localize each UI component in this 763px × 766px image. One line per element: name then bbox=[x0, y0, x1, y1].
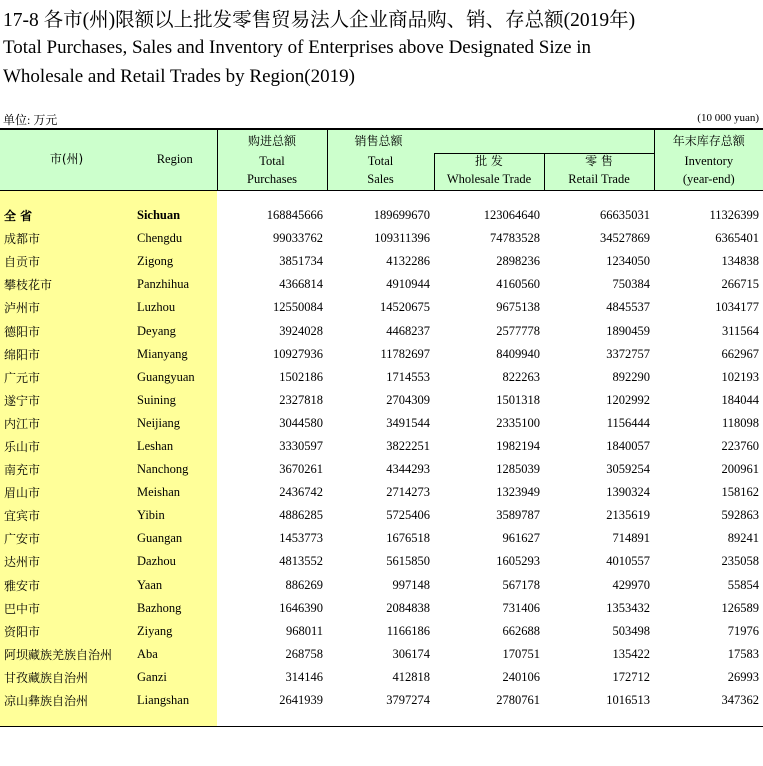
row-region: Neijiang bbox=[133, 412, 217, 435]
row-retail: 1890459 bbox=[606, 323, 651, 338]
header-sales-cn: 销售总额 bbox=[327, 129, 654, 153]
row-retail: 3372757 bbox=[606, 346, 651, 361]
row-purchases: 268758 bbox=[285, 646, 323, 661]
row-inventory: 592863 bbox=[721, 508, 760, 523]
row-region: Dazhou bbox=[133, 550, 217, 573]
table-row bbox=[0, 250, 763, 273]
row-region: Deyang bbox=[133, 319, 217, 342]
table-row bbox=[0, 296, 763, 319]
row-inventory: 184044 bbox=[721, 392, 760, 407]
row-purchases: 10927936 bbox=[273, 346, 323, 361]
row-city: 全 省 bbox=[0, 204, 133, 227]
row-purchases: 1646390 bbox=[279, 600, 323, 615]
row-retail: 1840057 bbox=[606, 438, 651, 453]
row-wholesale: 9675138 bbox=[496, 300, 540, 315]
row-inventory: 11326399 bbox=[709, 208, 760, 223]
row-inventory: 1034177 bbox=[715, 300, 760, 315]
row-purchases: 3924028 bbox=[279, 323, 323, 338]
row-city: 自贡市 bbox=[0, 250, 133, 273]
table-row bbox=[0, 319, 763, 342]
data-table bbox=[0, 128, 763, 727]
row-purchases: 2641939 bbox=[279, 693, 323, 708]
row-sales: 4132286 bbox=[386, 254, 430, 269]
table-row bbox=[0, 689, 763, 712]
table-row-total bbox=[0, 204, 763, 227]
header-purchases-en1: Total bbox=[217, 153, 327, 170]
row-retail: 1353432 bbox=[606, 600, 651, 615]
table-row bbox=[0, 666, 763, 689]
row-inventory: 89241 bbox=[727, 531, 760, 546]
row-city: 凉山彝族自治州 bbox=[0, 689, 133, 712]
spacer-row bbox=[0, 712, 763, 726]
row-city: 甘孜藏族自治州 bbox=[0, 666, 133, 689]
row-wholesale: 961627 bbox=[502, 531, 540, 546]
row-retail: 4845537 bbox=[606, 300, 651, 315]
row-purchases: 3851734 bbox=[279, 254, 323, 269]
row-retail: 1016513 bbox=[606, 693, 651, 708]
spacer-row bbox=[0, 190, 763, 204]
row-wholesale: 2335100 bbox=[496, 415, 540, 430]
row-sales: 3822251 bbox=[386, 438, 430, 453]
row-purchases: 2327818 bbox=[279, 392, 323, 407]
table-row bbox=[0, 343, 763, 366]
row-purchases: 3670261 bbox=[279, 462, 323, 477]
unit-label-cn: 单位: 万元 bbox=[3, 113, 58, 127]
row-retail: 1234050 bbox=[606, 254, 651, 269]
table-row bbox=[0, 435, 763, 458]
row-wholesale: 2898236 bbox=[496, 254, 540, 269]
row-region: Ganzi bbox=[133, 666, 217, 689]
header-purchases-cn: 购进总额 bbox=[217, 129, 327, 153]
row-retail: 34527869 bbox=[600, 231, 651, 246]
table-row bbox=[0, 550, 763, 573]
row-region: Yaan bbox=[133, 574, 217, 597]
row-retail: 714891 bbox=[612, 531, 651, 546]
row-region: Panzhihua bbox=[133, 273, 217, 296]
row-inventory: 235058 bbox=[721, 554, 760, 569]
row-sales: 2084838 bbox=[386, 600, 430, 615]
row-wholesale: 3589787 bbox=[496, 508, 540, 523]
row-city: 资阳市 bbox=[0, 620, 133, 643]
row-region: Aba bbox=[133, 643, 217, 666]
table-row bbox=[0, 597, 763, 620]
row-sales: 2704309 bbox=[386, 392, 430, 407]
row-city: 广元市 bbox=[0, 366, 133, 389]
row-inventory: 223760 bbox=[721, 438, 760, 453]
row-inventory: 71976 bbox=[727, 623, 760, 638]
row-region: Liangshan bbox=[133, 689, 217, 712]
row-city: 达州市 bbox=[0, 550, 133, 573]
row-inventory: 6365401 bbox=[715, 231, 760, 246]
row-region: Yibin bbox=[133, 504, 217, 527]
row-retail: 3059254 bbox=[606, 462, 651, 477]
row-purchases: 1453773 bbox=[279, 531, 323, 546]
row-sales: 5615850 bbox=[386, 554, 430, 569]
row-wholesale: 2780761 bbox=[496, 693, 540, 708]
header-wholesale-cn: 批 发 bbox=[434, 153, 544, 170]
row-wholesale: 731406 bbox=[502, 600, 540, 615]
table-row bbox=[0, 504, 763, 527]
row-retail: 135422 bbox=[612, 646, 651, 661]
table-title-cn: 17-8 各市(州)限额以上批发零售贸易法人企业商品购、销、存总额(2019年) bbox=[3, 10, 636, 31]
row-retail: 503498 bbox=[612, 623, 651, 638]
row-wholesale: 74783528 bbox=[490, 231, 540, 246]
row-region: Leshan bbox=[133, 435, 217, 458]
row-region: Sichuan bbox=[133, 204, 217, 227]
row-city: 乐山市 bbox=[0, 435, 133, 458]
row-sales: 3491544 bbox=[386, 415, 430, 430]
row-city: 阿坝藏族羌族自治州 bbox=[0, 643, 133, 666]
row-purchases: 1502186 bbox=[279, 369, 323, 384]
table-header bbox=[0, 129, 763, 190]
header-inventory-cn: 年末库存总额 bbox=[654, 129, 763, 153]
row-inventory: 118098 bbox=[721, 415, 760, 430]
row-retail: 66635031 bbox=[600, 208, 651, 223]
row-purchases: 4886285 bbox=[279, 508, 323, 523]
row-wholesale: 567178 bbox=[502, 577, 540, 592]
row-retail: 1390324 bbox=[606, 485, 651, 500]
row-inventory: 126589 bbox=[721, 600, 760, 615]
row-retail: 892290 bbox=[612, 369, 651, 384]
row-city: 雅安市 bbox=[0, 574, 133, 597]
row-retail: 429970 bbox=[612, 577, 651, 592]
row-region: Nanchong bbox=[133, 458, 217, 481]
row-purchases: 3330597 bbox=[279, 438, 323, 453]
header-sales-en2: Sales bbox=[327, 170, 434, 190]
header-sales-en1: Total bbox=[327, 153, 434, 170]
row-purchases: 886269 bbox=[285, 577, 323, 592]
row-inventory: 17583 bbox=[727, 646, 760, 661]
row-city: 眉山市 bbox=[0, 481, 133, 504]
row-inventory: 134838 bbox=[721, 254, 760, 269]
row-sales: 109311396 bbox=[374, 231, 430, 246]
row-inventory: 102193 bbox=[721, 369, 760, 384]
row-wholesale: 1982194 bbox=[496, 438, 540, 453]
row-purchases: 4813552 bbox=[279, 554, 323, 569]
row-city: 南充市 bbox=[0, 458, 133, 481]
row-inventory: 347362 bbox=[721, 693, 760, 708]
table-row bbox=[0, 389, 763, 412]
row-purchases: 3044580 bbox=[279, 415, 323, 430]
row-retail: 750384 bbox=[612, 277, 651, 292]
header-region: Region bbox=[133, 129, 217, 190]
table-title-en-line2: Wholesale and Retail Trades by Region(2019) bbox=[3, 66, 355, 87]
row-inventory: 311564 bbox=[721, 323, 760, 338]
row-wholesale: 1605293 bbox=[496, 554, 540, 569]
row-wholesale: 4160560 bbox=[496, 277, 540, 292]
row-region: Ziyang bbox=[133, 620, 217, 643]
row-inventory: 266715 bbox=[721, 277, 760, 292]
header-purchases-en2: Purchases bbox=[217, 170, 327, 190]
row-city: 遂宁市 bbox=[0, 389, 133, 412]
row-region: Chengdu bbox=[133, 227, 217, 250]
row-sales: 1714553 bbox=[386, 369, 430, 384]
header-inventory-en1: Inventory bbox=[654, 153, 763, 170]
row-sales: 2714273 bbox=[386, 485, 430, 500]
table-row bbox=[0, 227, 763, 250]
table-row bbox=[0, 574, 763, 597]
row-retail: 172712 bbox=[612, 669, 651, 684]
header-retail-en: Retail Trade bbox=[544, 170, 654, 190]
row-wholesale: 170751 bbox=[502, 646, 540, 661]
table-row bbox=[0, 273, 763, 296]
table-row bbox=[0, 527, 763, 550]
row-purchases: 12550084 bbox=[273, 300, 323, 315]
row-city: 绵阳市 bbox=[0, 343, 133, 366]
row-region: Mianyang bbox=[133, 343, 217, 366]
row-sales: 14520675 bbox=[380, 300, 430, 315]
table-title-en-line1: Total Purchases, Sales and Inventory of Enterprises above Designated Size in bbox=[3, 37, 592, 58]
row-region: Guangyuan bbox=[133, 366, 217, 389]
row-retail: 2135619 bbox=[606, 508, 651, 523]
row-sales: 1676518 bbox=[386, 531, 430, 546]
row-city: 成都市 bbox=[0, 227, 133, 250]
row-purchases: 968011 bbox=[285, 623, 323, 638]
row-wholesale: 662688 bbox=[502, 623, 540, 638]
row-city: 内江市 bbox=[0, 412, 133, 435]
header-city: 市(州) bbox=[0, 129, 133, 190]
row-retail: 1202992 bbox=[606, 392, 651, 407]
row-region: Bazhong bbox=[133, 597, 217, 620]
row-city: 泸州市 bbox=[0, 296, 133, 319]
table-row bbox=[0, 458, 763, 481]
header-inventory-en2: (year-end) bbox=[654, 170, 763, 190]
row-city: 德阳市 bbox=[0, 319, 133, 342]
table-row bbox=[0, 620, 763, 643]
row-region: Luzhou bbox=[133, 296, 217, 319]
row-region: Suining bbox=[133, 389, 217, 412]
row-inventory: 26993 bbox=[727, 669, 760, 684]
row-region: Guangan bbox=[133, 527, 217, 550]
row-purchases: 2436742 bbox=[279, 485, 323, 500]
row-sales: 3797274 bbox=[386, 693, 430, 708]
row-retail: 4010557 bbox=[606, 554, 651, 569]
row-sales: 4344293 bbox=[386, 462, 430, 477]
table-row bbox=[0, 366, 763, 389]
row-retail: 1156444 bbox=[606, 415, 651, 430]
row-sales: 5725406 bbox=[386, 508, 430, 523]
row-sales: 306174 bbox=[392, 646, 430, 661]
table-body bbox=[0, 190, 763, 726]
table-row bbox=[0, 412, 763, 435]
table-row bbox=[0, 643, 763, 666]
row-sales: 189699670 bbox=[373, 208, 430, 223]
row-purchases: 99033762 bbox=[273, 231, 323, 246]
row-wholesale: 822263 bbox=[502, 369, 540, 384]
row-inventory: 55854 bbox=[727, 577, 760, 592]
row-wholesale: 123064640 bbox=[483, 208, 540, 223]
row-wholesale: 1501318 bbox=[496, 392, 540, 407]
header-wholesale-en: Wholesale Trade bbox=[434, 170, 544, 190]
row-purchases: 4366814 bbox=[279, 277, 323, 292]
row-inventory: 662967 bbox=[721, 346, 760, 361]
row-wholesale: 240106 bbox=[502, 669, 540, 684]
row-sales: 1166186 bbox=[386, 623, 430, 638]
row-purchases: 168845666 bbox=[266, 208, 323, 223]
header-retail-cn: 零 售 bbox=[544, 153, 654, 170]
unit-label-en: (10 000 yuan) bbox=[697, 112, 759, 124]
row-sales: 997148 bbox=[392, 577, 430, 592]
row-sales: 412818 bbox=[392, 669, 430, 684]
row-region: Meishan bbox=[133, 481, 217, 504]
row-wholesale: 1285039 bbox=[496, 462, 540, 477]
row-city: 攀枝花市 bbox=[0, 273, 133, 296]
row-wholesale: 2577778 bbox=[496, 323, 540, 338]
row-wholesale: 1323949 bbox=[496, 485, 540, 500]
row-sales: 4468237 bbox=[386, 323, 430, 338]
table-row bbox=[0, 481, 763, 504]
row-sales: 4910944 bbox=[386, 277, 430, 292]
row-inventory: 158162 bbox=[721, 485, 760, 500]
row-region: Zigong bbox=[133, 250, 217, 273]
row-sales: 11782697 bbox=[380, 346, 430, 361]
row-inventory: 200961 bbox=[721, 462, 760, 477]
row-wholesale: 8409940 bbox=[496, 346, 540, 361]
row-city: 宜宾市 bbox=[0, 504, 133, 527]
row-city: 广安市 bbox=[0, 527, 133, 550]
row-purchases: 314146 bbox=[285, 669, 323, 684]
row-city: 巴中市 bbox=[0, 597, 133, 620]
